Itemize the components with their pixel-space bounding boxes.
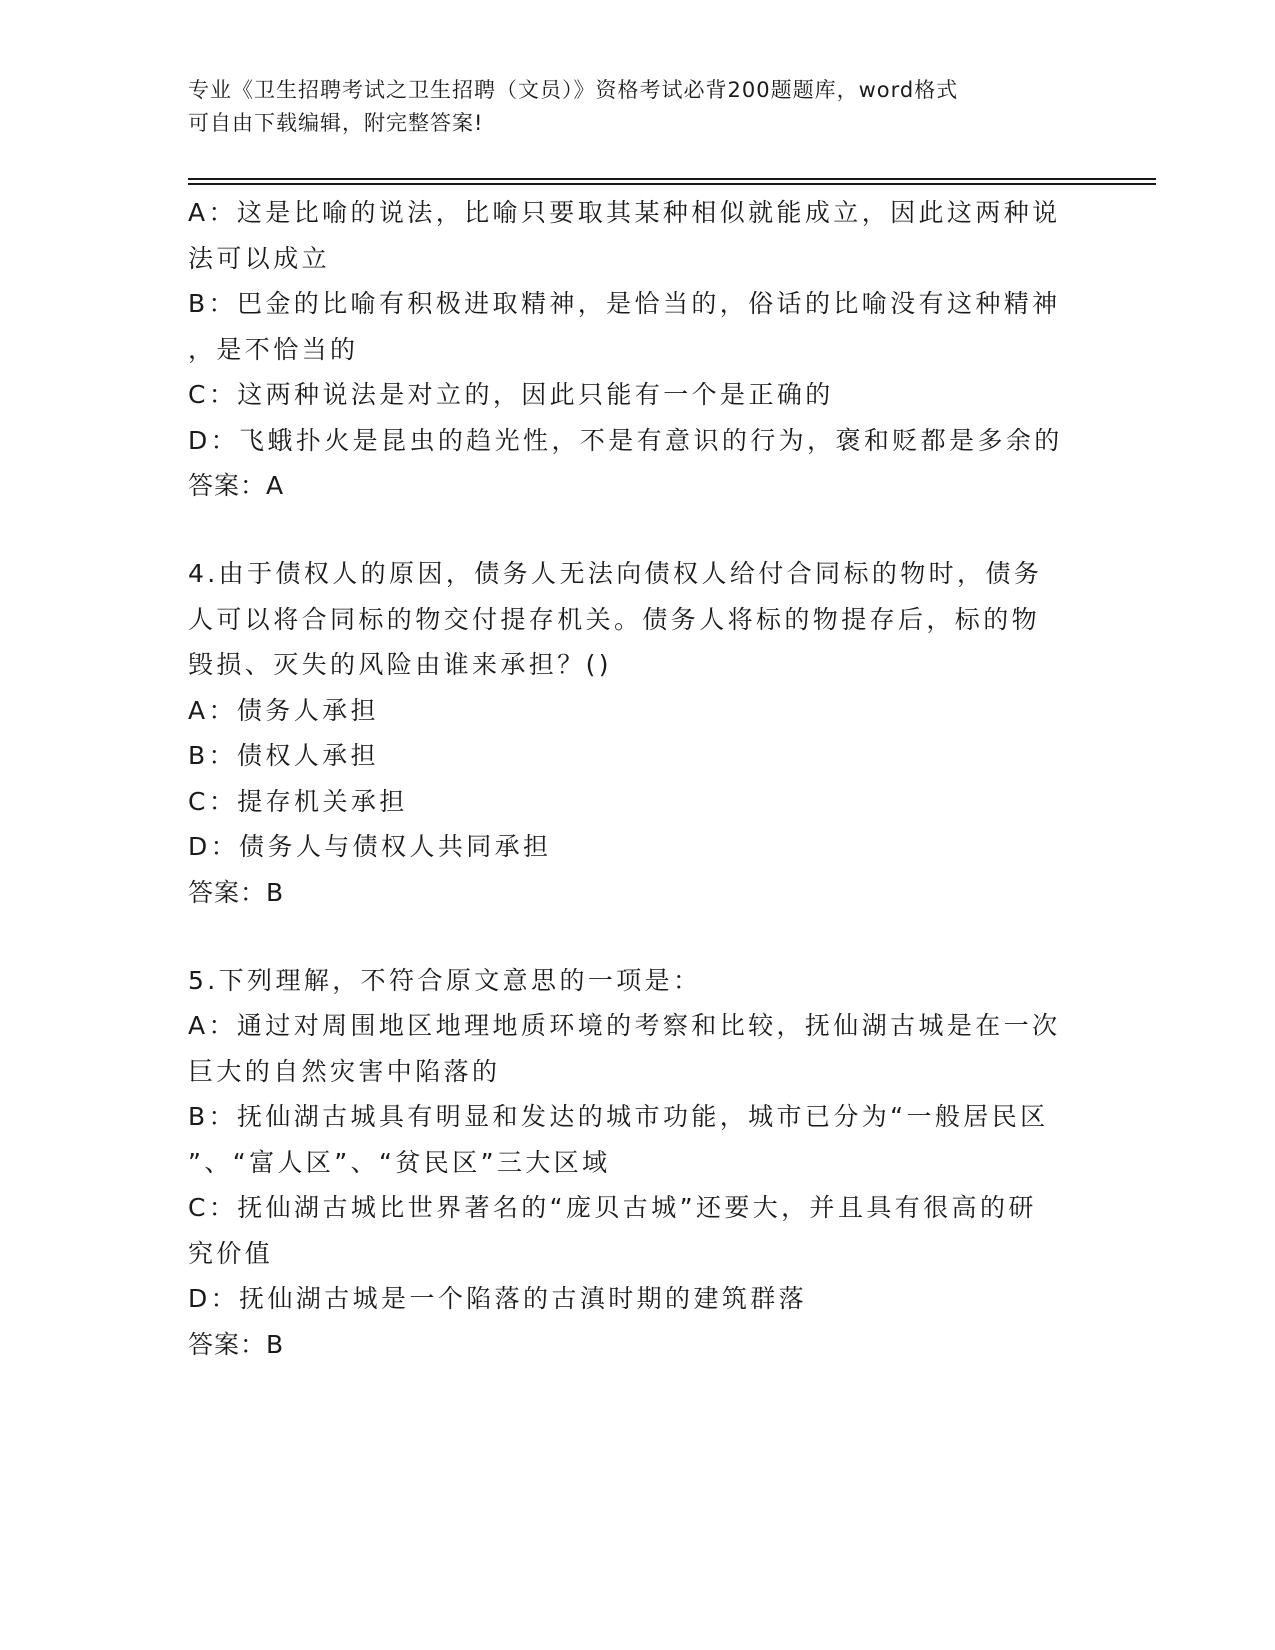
- option-b: B：债权人承担: [188, 741, 379, 770]
- header-title-line-1: 专业《卫生招聘考试之卫生招聘（文员）》资格考试必背200题题库，word格式: [188, 78, 959, 102]
- option-c-line-1: C：抚仙湖古城比世界著名的“庞贝古城”还要大，并且具有很高的研: [188, 1193, 1037, 1222]
- option-a: [188, 1003, 1078, 1094]
- document-header: [188, 74, 1068, 140]
- option-d-line-1: D：飞蛾扑火是昆虫的趋光性，不是有意识的行为，褒和贬都是多余的: [188, 425, 1063, 455]
- question-4: [188, 551, 1078, 916]
- question-list: [188, 190, 1078, 1368]
- stem-line-1: 5.下列理解，不符合原文意思的一项是：: [188, 965, 702, 995]
- answer-label: 答案：B: [188, 1329, 285, 1359]
- option-b-line-1: B：巴金的比喻有积极进取精神，是恰当的，俗话的比喻没有这种精神: [188, 289, 1061, 318]
- question-stem: [188, 958, 1078, 1004]
- option-b-line-2: ”、“富人区”、“贫民区”三大区域: [188, 1147, 611, 1177]
- option-d: D：债务人与债权人共同承担: [188, 832, 552, 861]
- option-c: C：提存机关承担: [188, 786, 408, 816]
- option-c: [188, 1185, 1078, 1276]
- stem-line-1: 4.由于债权人的原因，债务人无法向债权人给付合同标的物时，债务: [188, 559, 1043, 588]
- question-spacer: [188, 916, 1078, 958]
- option-b: [188, 1094, 1078, 1185]
- option-a-line-2: 法可以成立: [188, 243, 331, 273]
- option-a-line-1: A：这是比喻的说法，比喻只要取其某种相似就能成立，因此这两种说: [188, 198, 1061, 227]
- option-b: [188, 281, 1078, 372]
- option-c-line-1: C：这两种说法是对立的，因此只能有一个是正确的: [188, 380, 834, 409]
- option-d: [188, 418, 1078, 464]
- option-b-line-2: ，是不恰当的: [188, 334, 359, 364]
- question-stem: [188, 551, 1078, 688]
- question-spacer: [188, 509, 1078, 551]
- option-d: [188, 1276, 1078, 1322]
- answer-label: 答案：B: [188, 877, 285, 907]
- stem-line-3: 毁损、灭失的风险由谁来承担？(): [188, 650, 612, 679]
- option-a: A：债务人承担: [188, 695, 379, 725]
- question-5: [188, 958, 1078, 1368]
- option-c-line-2: 究价值: [188, 1238, 274, 1268]
- stem-line-2: 人可以将合同标的物交付提存机关。债务人将标的物提存后，标的物: [188, 604, 1041, 634]
- option-d-line-1: D：抚仙湖古城是一个陷落的古滇时期的建筑群落: [188, 1284, 808, 1313]
- option-c: [188, 372, 1078, 418]
- option-a-line-2: 巨大的自然灾害中陷落的: [188, 1056, 501, 1086]
- header-rule-bottom: [188, 183, 1156, 185]
- option-a-line-1: A：通过对周围地区地理地质环境的考察和比较，抚仙湖古城是在一次: [188, 1011, 1061, 1040]
- header-rule-top: [188, 178, 1156, 180]
- question-3: [188, 190, 1078, 509]
- option-a: [188, 190, 1078, 281]
- header-title-line-2: 可自由下载编辑，附完整答案!: [188, 111, 484, 135]
- answer-label: 答案：A: [188, 471, 285, 500]
- option-b-line-1: B：抚仙湖古城具有明显和发达的城市功能，城市已分为“一般居民区: [188, 1102, 1049, 1131]
